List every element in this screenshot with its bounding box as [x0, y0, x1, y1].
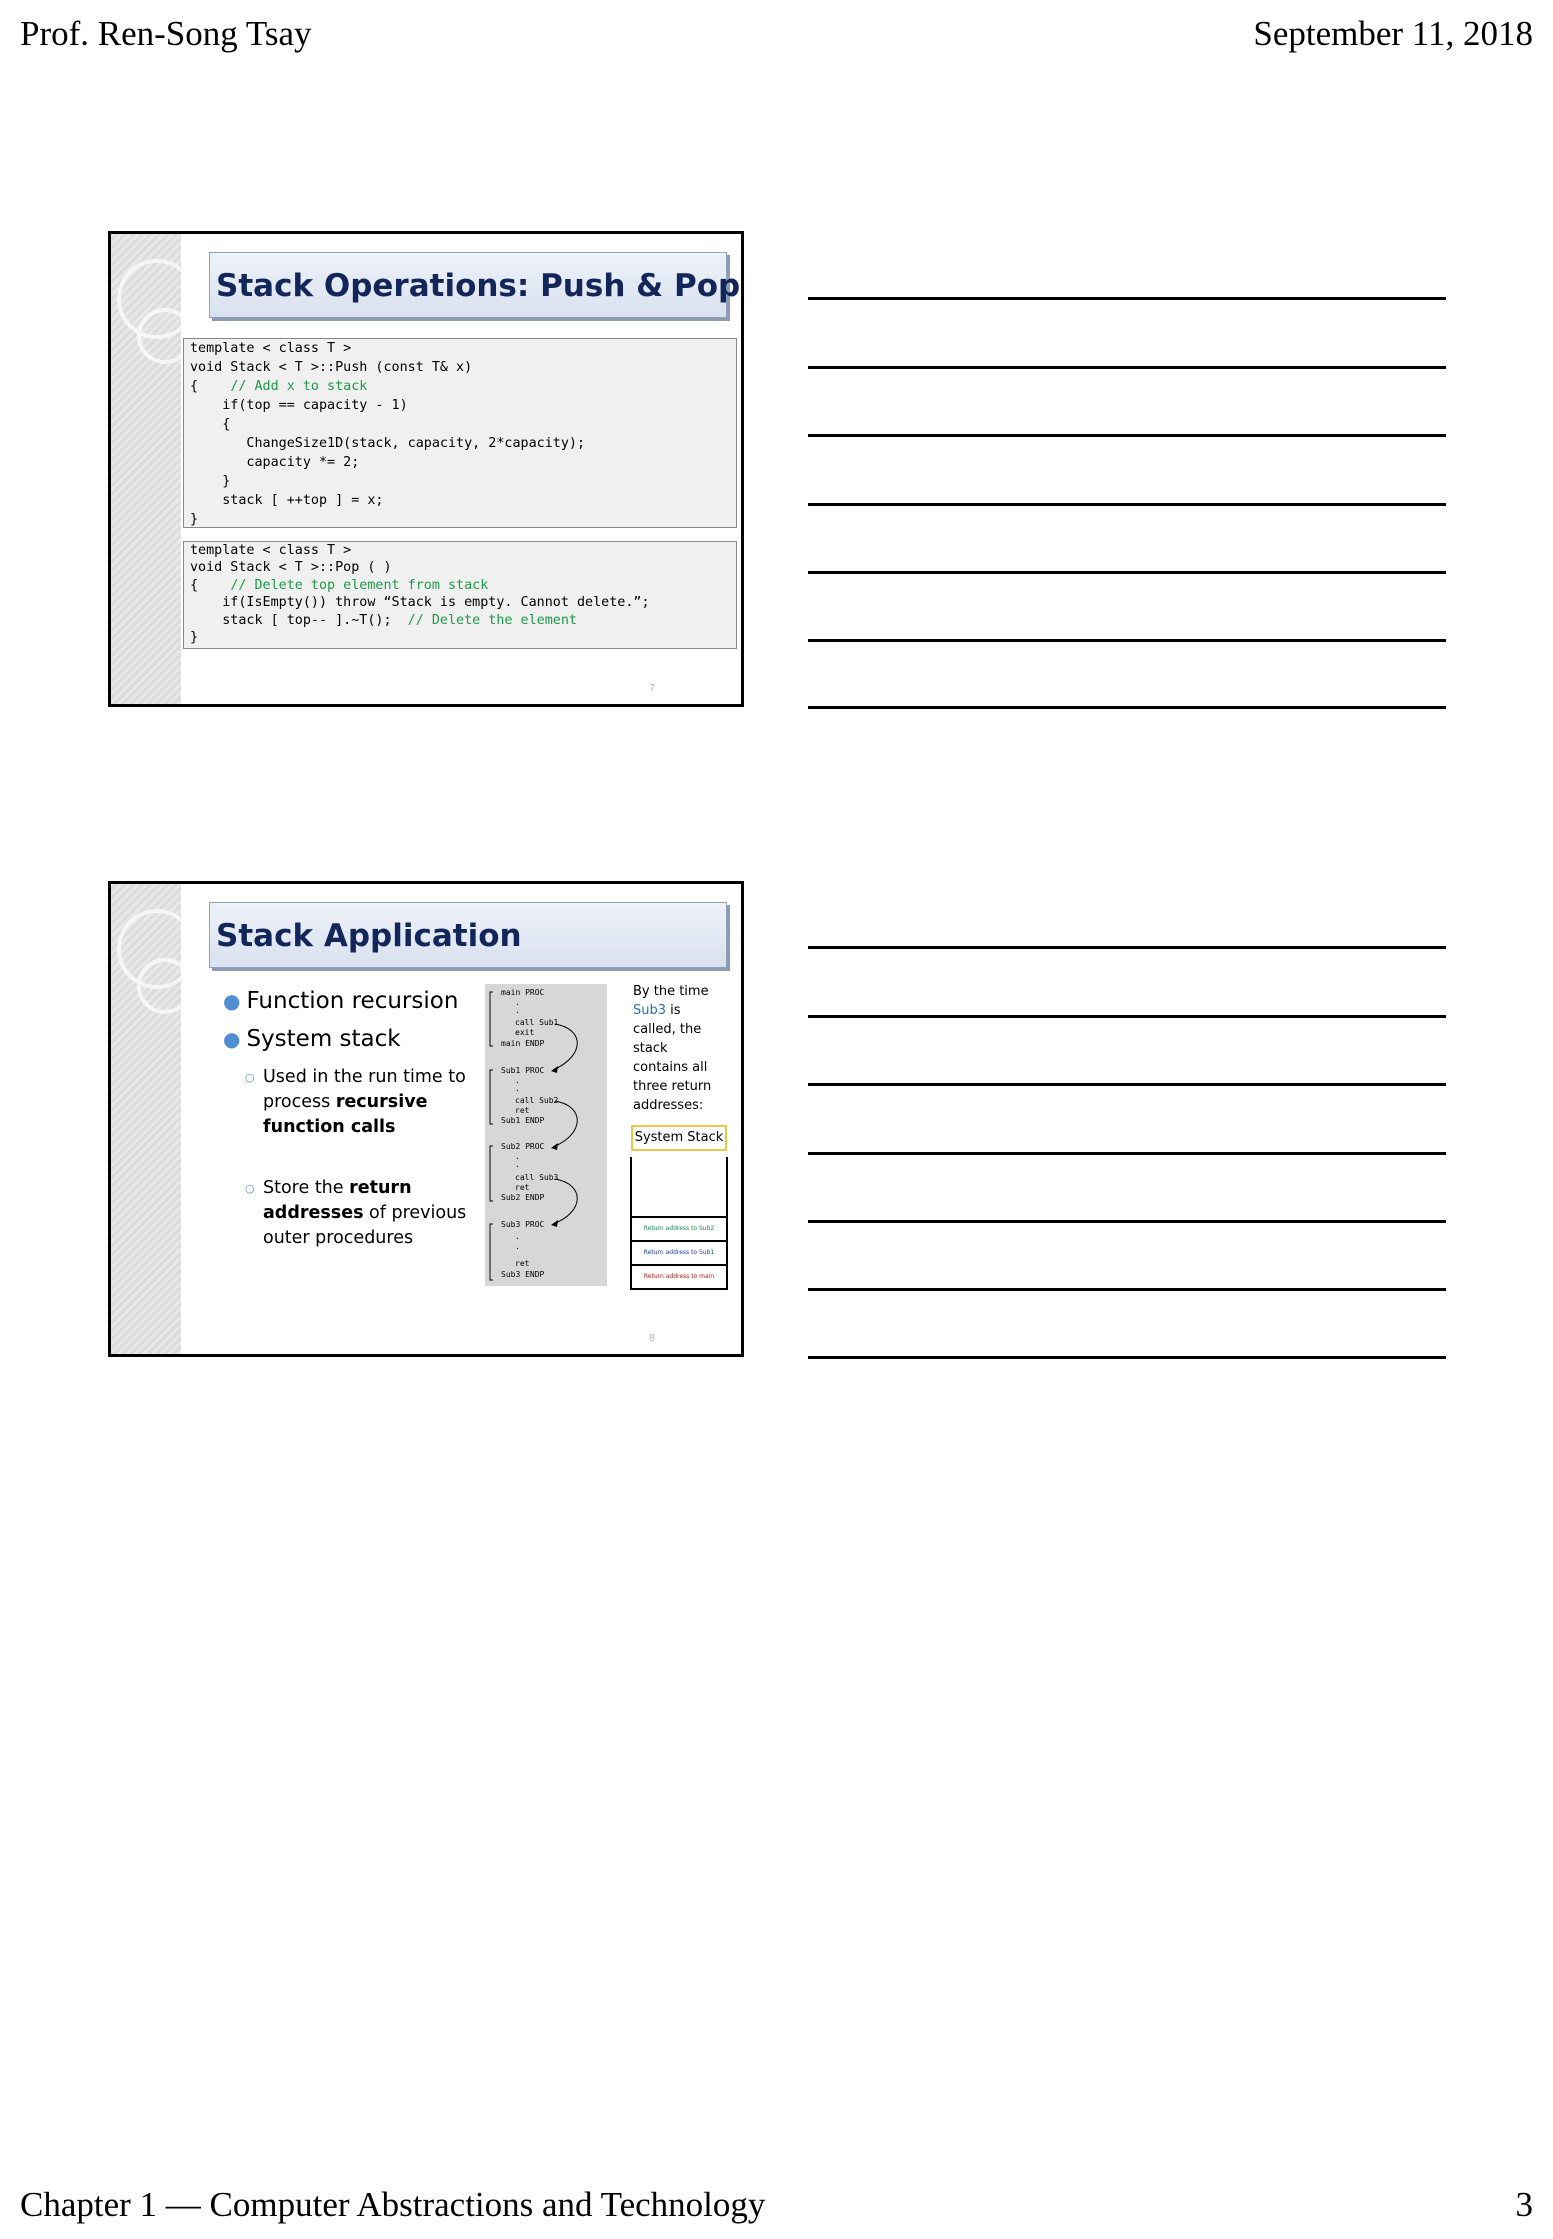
- sub-bullet-return-addresses: [245, 1176, 475, 1251]
- note-line: [808, 366, 1446, 369]
- asm-main-endp: main ENDP: [501, 1039, 545, 1048]
- push-code-block: [183, 338, 737, 528]
- sub-bullet-run-time: [245, 1065, 475, 1140]
- asm-ret: ret: [515, 1106, 530, 1115]
- stack-entry: Return address to Sub2: [630, 1216, 728, 1240]
- sub-bullet-circle-icon: ○: [245, 1071, 255, 1084]
- code-line: [190, 453, 736, 472]
- sub-bullet-text: [245, 1176, 475, 1251]
- asm-dots: .: [515, 1242, 520, 1251]
- note-line: [808, 1220, 1446, 1223]
- code-text: template < class T >: [190, 341, 352, 356]
- code-comment: // Delete the element: [407, 612, 577, 628]
- code-text: stack [ top-- ].~T();: [190, 612, 408, 628]
- code-line: [190, 396, 736, 415]
- system-stack-label: System Stack: [631, 1125, 727, 1151]
- sub-bullet-circle-icon: ○: [245, 1182, 255, 1195]
- bullet-text: System stack: [246, 1026, 401, 1052]
- note-line: [808, 639, 1446, 642]
- asm-sub1-proc: Sub1 PROC: [501, 1066, 545, 1075]
- code-text: if(top == capacity - 1): [190, 398, 408, 413]
- code-line: [190, 434, 736, 453]
- sub-bullet-fragment: of previous outer procedures: [263, 1203, 467, 1248]
- note-line: [808, 1152, 1446, 1155]
- code-line: [190, 491, 736, 510]
- asm-sub3-proc: Sub3 PROC: [501, 1220, 545, 1229]
- asm-main-proc: main PROC: [501, 988, 545, 997]
- asm-dots: .: [515, 998, 520, 1007]
- slide-title: Stack Application: [209, 902, 727, 968]
- code-line: [190, 377, 736, 396]
- note-line: [808, 706, 1446, 709]
- code-line: [190, 415, 736, 434]
- code-text: }: [190, 512, 199, 527]
- footer-page-number: 3: [1515, 2185, 1533, 2224]
- footer-chapter: Chapter 1 — Computer Abstractions and Technology: [20, 2185, 766, 2224]
- stack-explanation: [633, 982, 719, 1115]
- code-line: [190, 629, 736, 646]
- code-text: {: [190, 417, 231, 432]
- asm-sub3-endp: Sub3 ENDP: [501, 1270, 545, 1279]
- system-stack-box: [630, 1157, 728, 1290]
- asm-call-sub2: call Sub2: [515, 1096, 559, 1105]
- code-text: if(IsEmpty()) throw “Stack is empty. Cannot delete.”;: [190, 595, 650, 611]
- asm-call-sub3: call Sub3: [515, 1173, 559, 1182]
- asm-dots: .: [515, 1152, 520, 1161]
- sub-bullet-fragment: Store the: [263, 1178, 350, 1198]
- call-flow-arrows: [485, 984, 607, 1286]
- slide-stack-application: [108, 881, 744, 1357]
- asm-ret: ret: [515, 1259, 530, 1268]
- code-text: ChangeSize1D(stack, capacity, 2*capacity);: [190, 436, 586, 451]
- sub-bullet-fragment: return addresses: [263, 1178, 412, 1223]
- slide-title: Stack Operations: Push & Pop: [209, 252, 727, 318]
- asm-sub2-endp: Sub2 ENDP: [501, 1193, 545, 1202]
- bullet-function-recursion: [223, 988, 458, 1014]
- note-line: [808, 1083, 1446, 1086]
- header-author: Prof. Ren-Song Tsay: [20, 14, 312, 53]
- code-line: [190, 594, 736, 611]
- code-text: {: [190, 577, 231, 593]
- stack-bottom: [630, 1288, 728, 1290]
- pop-code-block: [183, 541, 737, 649]
- code-line: [190, 577, 736, 594]
- slide-decoration-strip: [111, 234, 181, 704]
- note-line: [808, 1288, 1446, 1291]
- code-line: [190, 542, 736, 559]
- asm-dots: .: [515, 1232, 520, 1241]
- code-comment: // Add x to stack: [230, 379, 368, 394]
- code-text: void Stack < T >::Pop ( ): [190, 560, 392, 576]
- code-line: [190, 339, 736, 358]
- asm-dots: .: [515, 1076, 520, 1085]
- code-text: stack [ ++top ] = x;: [190, 493, 384, 508]
- assembly-call-diagram: [485, 984, 607, 1286]
- sub-bullet-fragment: Used in the run time to process: [263, 1067, 466, 1112]
- sub-bullet-fragment: recursive function calls: [263, 1092, 428, 1137]
- explanation-text: By the time: [633, 984, 709, 999]
- code-text: {: [190, 379, 231, 394]
- bullet-dot-icon: ●: [223, 989, 241, 1013]
- code-text: }: [190, 629, 199, 645]
- bullet-text: Function recursion: [246, 988, 459, 1014]
- decorative-circles-icon: [111, 244, 181, 384]
- asm-sub2-proc: Sub2 PROC: [501, 1142, 545, 1151]
- code-text: }: [190, 474, 231, 489]
- code-line: [190, 559, 736, 576]
- asm-sub1-endp: Sub1 ENDP: [501, 1116, 545, 1125]
- asm-call-sub1: call Sub1: [515, 1018, 559, 1027]
- note-line: [808, 1015, 1446, 1018]
- bullet-dot-icon: ●: [223, 1027, 241, 1051]
- bullet-system-stack: [223, 1026, 401, 1052]
- asm-exit: exit: [515, 1028, 535, 1037]
- note-line: [808, 1356, 1446, 1359]
- asm-dots: .: [515, 1006, 520, 1015]
- code-text: capacity *= 2;: [190, 455, 360, 470]
- code-text: template < class T >: [190, 543, 352, 558]
- stack-entry: Return address to Sub1: [630, 1240, 728, 1264]
- asm-dots: .: [515, 1160, 520, 1169]
- code-line: [190, 358, 736, 377]
- code-comment: // Delete top element from stack: [230, 577, 489, 593]
- note-line: [808, 503, 1446, 506]
- decorative-circles-icon: [111, 894, 181, 1034]
- code-line: [190, 472, 736, 491]
- asm-dots: .: [515, 1084, 520, 1093]
- code-line: [190, 612, 736, 629]
- header-date: September 11, 2018: [1253, 14, 1533, 53]
- note-line: [808, 297, 1446, 300]
- sub-bullet-text: [245, 1065, 475, 1140]
- code-text: void Stack < T >::Push (const T& x): [190, 360, 473, 375]
- slide-decoration-strip: [111, 884, 181, 1354]
- slide-number: 8: [649, 1333, 655, 1344]
- note-line: [808, 571, 1446, 574]
- code-line: [190, 510, 736, 529]
- asm-ret: ret: [515, 1183, 530, 1192]
- stack-entry: Return address to main: [630, 1264, 728, 1288]
- slide-stack-operations: [108, 231, 744, 707]
- note-line: [808, 434, 1446, 437]
- slide-number: 7: [649, 683, 655, 694]
- note-line: [808, 946, 1446, 949]
- explanation-highlight: Sub3: [633, 1003, 667, 1018]
- explanation-text: is called, the stack contains all three return addresses:: [633, 1003, 712, 1113]
